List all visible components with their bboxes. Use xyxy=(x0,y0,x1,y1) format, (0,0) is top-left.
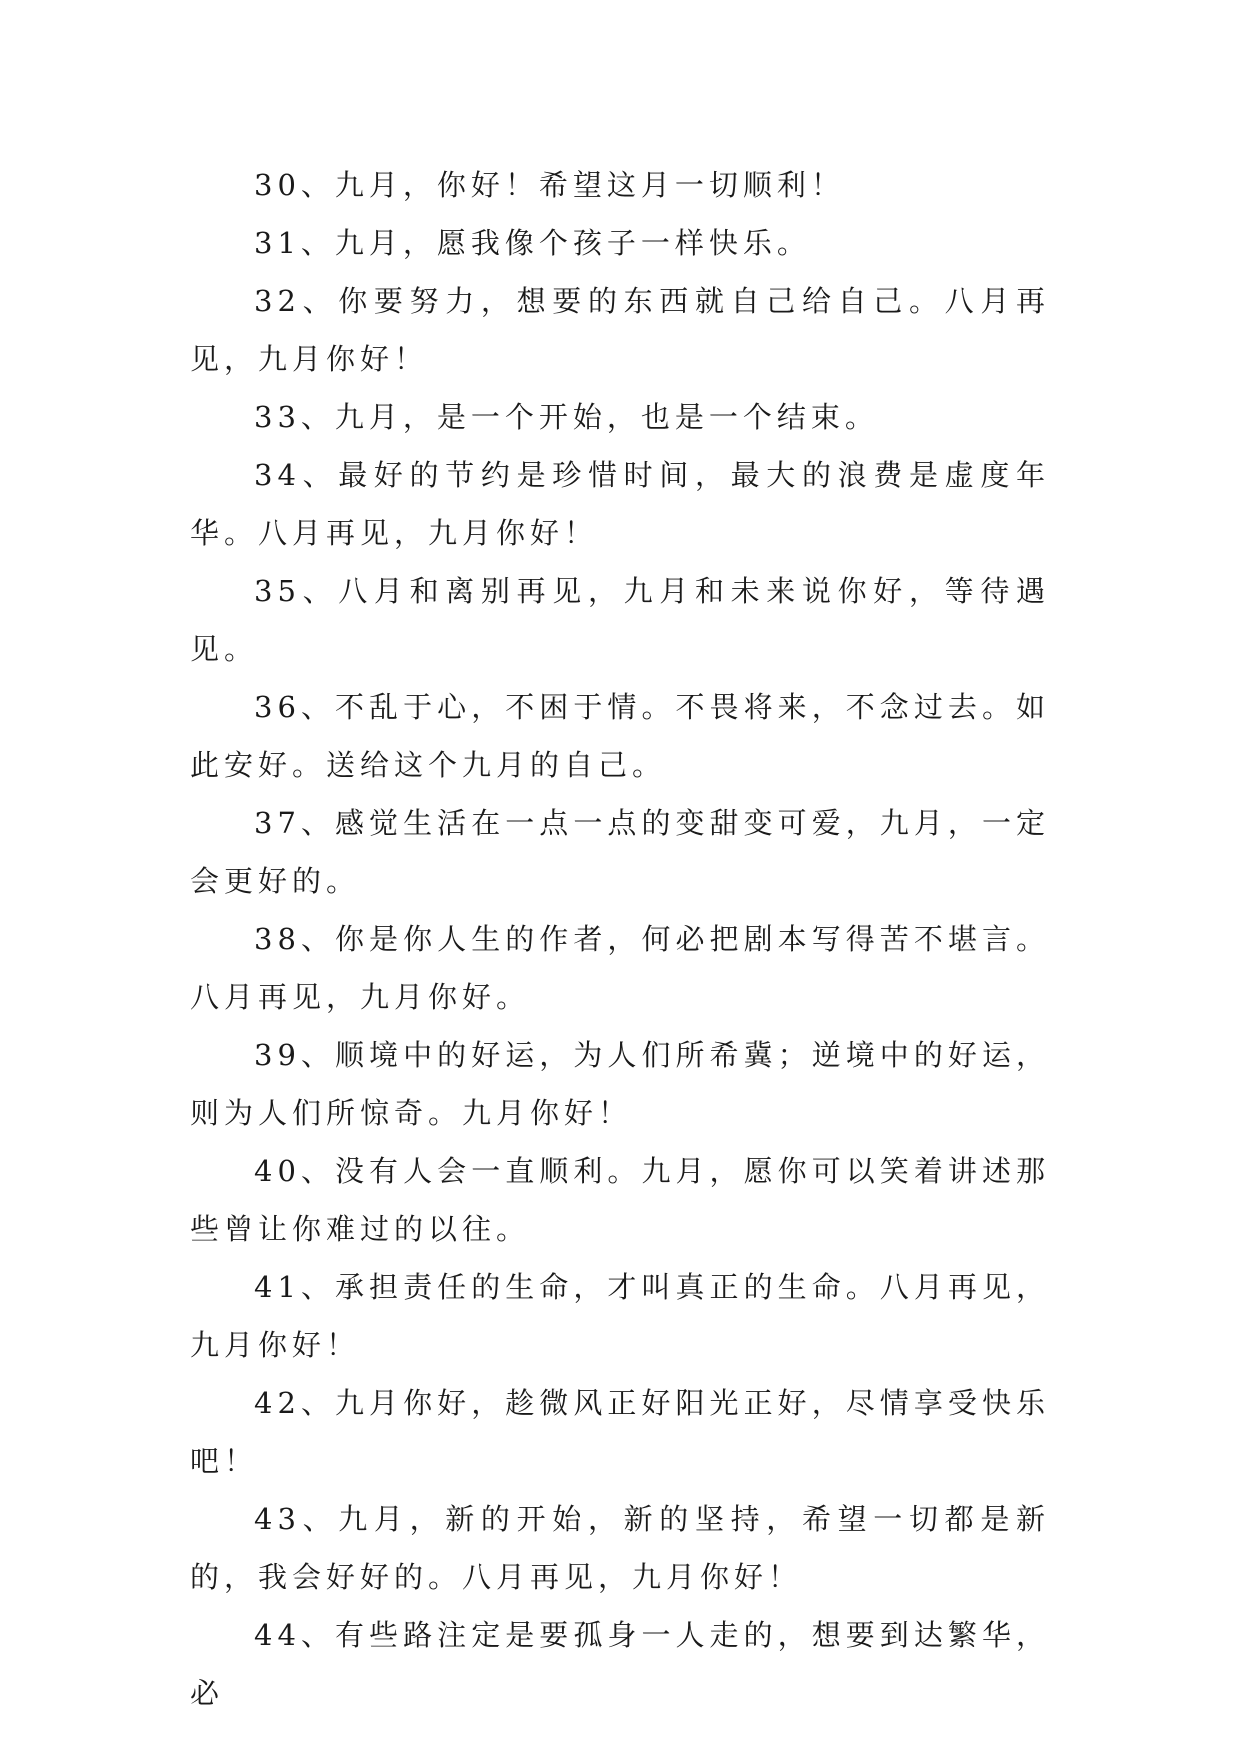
paragraph-39: 39、顺境中的好运，为人们所希冀；逆境中的好运，则为人们所惊奇。九月你好！ xyxy=(190,1038,1050,1130)
paragraph-34: 34、最好的节约是珍惜时间，最大的浪费是虚度年华。八月再见，九月你好！ xyxy=(190,458,1050,550)
paragraph-35: 35、八月和离别再见，九月和未来说你好，等待遇见。 xyxy=(190,574,1050,666)
paragraph-32: 32、你要努力，想要的东西就自己给自己。八月再见，九月你好！ xyxy=(190,284,1050,376)
paragraph-41: 41、承担责任的生命，才叫真正的生命。八月再见，九月你好！ xyxy=(190,1270,1050,1362)
paragraph-36: 36、不乱于心，不困于情。不畏将来，不念过去。如此安好。送给这个九月的自己。 xyxy=(190,690,1050,782)
paragraph-37: 37、感觉生活在一点一点的变甜变可爱，九月，一定会更好的。 xyxy=(190,806,1050,898)
paragraph-38: 38、你是你人生的作者，何必把剧本写得苦不堪言。八月再见，九月你好。 xyxy=(190,922,1050,1014)
document-body xyxy=(190,156,1050,1722)
paragraph-43: 43、九月，新的开始，新的坚持，希望一切都是新的，我会好好的。八月再见，九月你好！ xyxy=(190,1502,1050,1594)
paragraph-30: 30、九月，你好！希望这月一切顺利！ xyxy=(254,168,845,202)
paragraph-42: 42、九月你好，趁微风正好阳光正好，尽情享受快乐吧！ xyxy=(190,1386,1050,1478)
paragraph-40: 40、没有人会一直顺利。九月，愿你可以笑着讲述那些曾让你难过的以往。 xyxy=(190,1154,1050,1246)
paragraph-33: 33、九月，是一个开始，也是一个结束。 xyxy=(254,400,879,434)
paragraph-31: 31、九月，愿我像个孩子一样快乐。 xyxy=(254,226,811,260)
paragraph-44: 44、有些路注定是要孤身一人走的，想要到达繁华，必 xyxy=(190,1618,1050,1710)
